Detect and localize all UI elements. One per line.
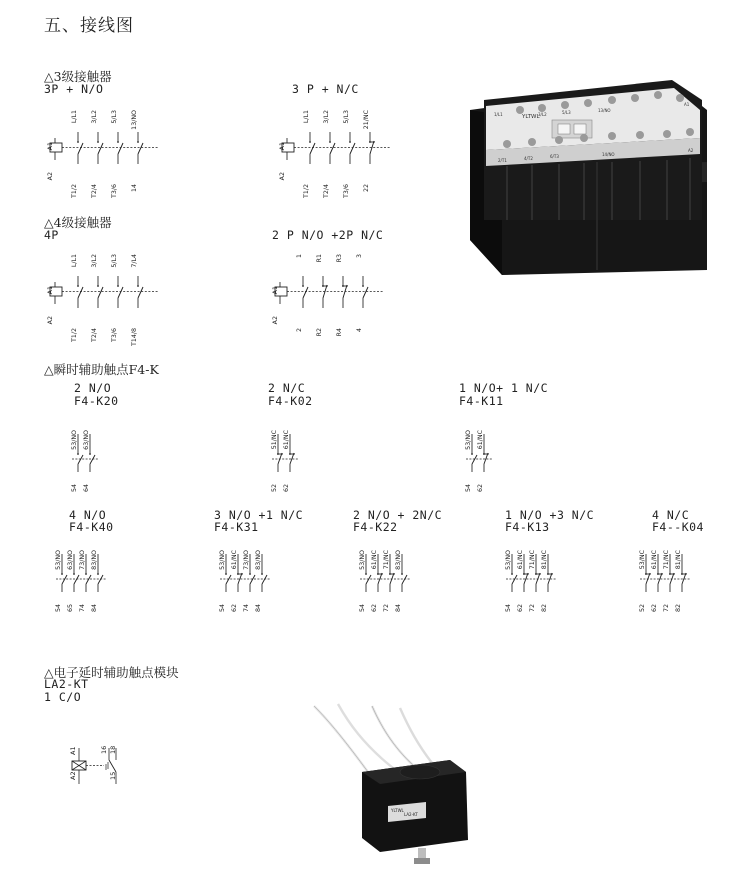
terminal-label-bottom: 54	[219, 604, 226, 613]
terminal-label-bottom: T2/4	[91, 328, 98, 342]
terminal-label-bottom: 84	[255, 604, 262, 613]
terminal-label-top: 83/NO	[91, 550, 98, 570]
terminal-label-top: 63/NO	[83, 430, 90, 450]
terminal-label-top: 5/L3	[111, 110, 118, 124]
terminal-label-bottom: 62	[231, 604, 238, 613]
contactor-photo	[462, 70, 712, 280]
terminal-label-top: 83/NO	[395, 550, 402, 570]
module-wires	[314, 704, 436, 772]
terminal-label-bottom: 4	[356, 328, 363, 333]
aux-model: F4-K02	[268, 394, 313, 408]
terminal-label-top: R3	[336, 254, 343, 263]
diagram-3p-nc	[272, 108, 392, 198]
section-aux-title: △瞬时辅助触点F4-K	[44, 362, 159, 377]
terminal-label-top: 3	[356, 254, 363, 259]
terminal-label-bottom: 62	[283, 484, 290, 493]
module-brand: YLTWL	[391, 808, 404, 813]
terminal-label-top: 71/NC	[383, 550, 390, 570]
terminal-label-bottom: T1/2	[71, 184, 78, 198]
timer-config: 1 C/O	[44, 690, 82, 704]
no-contact	[512, 575, 517, 584]
terminal-label-bottom: 22	[363, 184, 370, 193]
terminal-label-bottom: 84	[91, 604, 98, 613]
terminal-label-bottom: 72	[529, 604, 536, 613]
aux-model: F4-K40	[69, 520, 114, 534]
terminal-label-bottom: 62	[371, 604, 378, 613]
aux-model: F4-K13	[505, 520, 550, 534]
terminal-label-bottom: 62	[651, 604, 658, 613]
terminal-label-top: 81/NC	[675, 550, 682, 570]
terminal-label-top: 63/NO	[67, 550, 74, 570]
terminal-label-top: 53/NO	[359, 550, 366, 570]
config-3p-nc: 3 P + N/C	[292, 82, 359, 96]
terminal-label-bottom: T2/4	[323, 184, 330, 198]
aux-config: 4 N/O	[69, 508, 107, 522]
no-contact	[78, 143, 83, 154]
terminal-label-bottom: 64	[83, 484, 90, 493]
terminal-label-top: 71/NC	[529, 550, 536, 570]
terminal-label-bottom: 52	[271, 484, 278, 493]
diagram-2no-2nc	[265, 252, 385, 337]
terminal-label-bottom: 54	[505, 604, 512, 613]
terminal-label-bottom: 54	[71, 484, 78, 493]
no-contact	[310, 143, 315, 154]
terminal-label-top: 5/L3	[343, 110, 350, 124]
terminal-label-top: 61/NC	[283, 430, 290, 450]
aux-config: 2 N/O	[74, 381, 112, 395]
terminal-label-bottom: T3/6	[343, 184, 350, 198]
terminal-label-top: 1	[296, 254, 303, 259]
no-contact	[98, 575, 103, 584]
no-contact	[350, 143, 355, 154]
no-contact	[78, 455, 83, 464]
no-contact	[78, 287, 83, 298]
label-a2: A2	[69, 771, 77, 780]
coil-label-a1: A1	[47, 142, 54, 151]
svg-text:1/L1: 1/L1	[494, 112, 503, 117]
svg-text:5/L3: 5/L3	[562, 110, 571, 115]
diagram-f4-k04	[636, 548, 716, 613]
terminal-label-top: 61/NC	[371, 550, 378, 570]
config-3p-no: 3P + N/O	[44, 82, 104, 96]
coil-label-a2: A2	[47, 172, 54, 181]
svg-text:3/L2: 3/L2	[538, 112, 547, 117]
aux-model: F4-K11	[459, 394, 504, 408]
terminal-label-bottom: 84	[395, 604, 402, 613]
diagram-f4-k22	[356, 548, 436, 613]
no-contact	[74, 575, 79, 584]
no-contact	[330, 143, 335, 154]
config-4p: 4P	[44, 228, 59, 242]
terminal-label-bottom: 82	[675, 604, 682, 613]
label-18: 18	[109, 745, 117, 754]
terminal-label-bottom: 54	[465, 484, 472, 493]
diagram-f4-k02	[268, 428, 318, 493]
aux-model: F4-K31	[214, 520, 259, 534]
aux-model: F4-K22	[353, 520, 398, 534]
no-contact	[62, 575, 67, 584]
terminal-label-bottom: 74	[243, 604, 250, 613]
terminal-label-top: L/L1	[71, 254, 78, 268]
terminal-label-top: 53/NO	[55, 550, 62, 570]
terminal-label-top: 3/L2	[91, 110, 98, 124]
diagram-f4-k13	[502, 548, 582, 613]
brand-label: YLTWL	[522, 114, 540, 120]
terminal-label-top: 3/L2	[323, 110, 330, 124]
terminal-label-bottom: 74	[79, 604, 86, 613]
coil-label-a2: A2	[47, 316, 54, 325]
terminal-label-top: 73/NO	[243, 550, 250, 570]
timer-model: LA2-KT	[44, 677, 89, 691]
terminal-label-top: 53/NO	[219, 550, 226, 570]
terminal-label-bottom: T1/2	[303, 184, 310, 198]
terminal-label-bottom: T3/6	[111, 328, 118, 342]
no-contact	[226, 575, 231, 584]
aux-config: 1 N/O +3 N/C	[505, 508, 595, 522]
no-contact	[303, 287, 308, 298]
terminal-label-top: 7/L4	[131, 254, 138, 268]
terminal-label-top: 53/NO	[465, 430, 472, 450]
terminal-label-top: 61/NC	[517, 550, 524, 570]
terminal-label-top: 53/NO	[71, 430, 78, 450]
config-2no-2nc: 2 P N/O +2P N/C	[272, 228, 384, 242]
coil-label-a2: A2	[272, 316, 279, 325]
no-contact	[90, 455, 95, 464]
terminal-label-top: 73/NO	[79, 550, 86, 570]
terminal-label-bottom: 2	[296, 328, 303, 333]
terminal-label-top: 51/NC	[271, 430, 278, 450]
no-contact	[262, 575, 267, 584]
coil-label-a2: A2	[279, 172, 286, 181]
coil-label-a1: A1	[47, 286, 54, 295]
no-contact	[250, 575, 255, 584]
section-timer-title: △电子延时辅助触点模块	[44, 665, 179, 680]
aux-model: F4-K20	[74, 394, 119, 408]
no-contact	[472, 455, 477, 464]
terminal-label-top: 71/NC	[663, 550, 670, 570]
label-16: 16	[100, 745, 108, 754]
terminal-label-bottom: 65	[67, 604, 74, 613]
coil-label-a1: A1	[272, 286, 279, 295]
label-15: 15	[109, 771, 117, 780]
terminal-label-top: R1	[316, 254, 323, 263]
diagram-3p-no	[40, 108, 160, 198]
timer-module-photo	[308, 702, 478, 874]
no-contact	[118, 287, 123, 298]
terminal-label-top: 21/NC	[363, 110, 370, 130]
no-contact	[363, 287, 368, 298]
terminal-label-bottom: T2/4	[91, 184, 98, 198]
svg-text:13/NO: 13/NO	[598, 108, 611, 113]
terminal-label-bottom: T3/6	[111, 184, 118, 198]
terminal-label-top: 81/NC	[541, 550, 548, 570]
module-label: LA2-KT	[404, 812, 418, 817]
terminal-label-bottom: 72	[663, 604, 670, 613]
diagram-la2-kt	[64, 742, 134, 792]
aux-config: 4 N/C	[652, 508, 690, 522]
terminal-label-top: 61/NC	[477, 430, 484, 450]
diagram-f4-k31	[216, 548, 296, 613]
terminal-label-bottom: 54	[55, 604, 62, 613]
label-a1: A1	[69, 746, 77, 755]
terminal-label-top: 53/NO	[505, 550, 512, 570]
no-contact	[138, 143, 143, 154]
terminal-label-top: 5/L3	[111, 254, 118, 268]
terminal-label-bottom: R4	[336, 328, 343, 337]
terminal-label-bottom: 72	[383, 604, 390, 613]
terminal-label-bottom: 82	[541, 604, 548, 613]
terminal-label-top: 3/L2	[91, 254, 98, 268]
diagram-f4-k11	[462, 428, 512, 493]
terminal-label-bottom: 54	[359, 604, 366, 613]
aux-config: 1 N/O+ 1 N/C	[459, 381, 549, 395]
terminal-label-bottom: 62	[517, 604, 524, 613]
terminal-label-top: 53/NC	[639, 550, 646, 570]
terminal-label-bottom: T1/2	[71, 328, 78, 342]
aux-config: 2 N/C	[268, 381, 306, 395]
svg-text:A2: A2	[688, 148, 694, 153]
coil-label-a1: A1	[279, 142, 286, 151]
section-3pole-title: △3级接触器	[44, 69, 112, 84]
aux-model: F4--K04	[652, 520, 704, 534]
diagram-f4-k20	[68, 428, 118, 493]
diagram-f4-k40	[52, 548, 132, 613]
terminal-label-top: L/L1	[71, 110, 78, 124]
no-contact	[138, 287, 143, 298]
svg-text:A1: A1	[684, 102, 690, 107]
terminal-label-top: 13/NO	[131, 110, 138, 130]
aux-config: 2 N/O + 2N/C	[353, 508, 443, 522]
aux-config: 3 N/O +1 N/C	[214, 508, 304, 522]
terminal-label-top: 61/NC	[231, 550, 238, 570]
terminal-label-top: 61/NC	[651, 550, 658, 570]
section-4pole-title: △4级接触器	[44, 215, 112, 230]
page-heading: 五、接线图	[44, 16, 134, 36]
terminal-label-bottom: 14	[131, 184, 138, 193]
no-contact	[86, 575, 91, 584]
no-contact	[98, 287, 103, 298]
svg-text:4/T2: 4/T2	[524, 156, 533, 161]
svg-text:6/T3: 6/T3	[550, 154, 559, 159]
no-contact	[366, 575, 371, 584]
terminal-label-bottom: R2	[316, 328, 323, 337]
no-contact	[118, 143, 123, 154]
terminal-label-top: 83/NO	[255, 550, 262, 570]
terminal-label-top: L/L1	[303, 110, 310, 124]
no-contact	[98, 143, 103, 154]
terminal-label-bottom: 52	[639, 604, 646, 613]
no-contact	[402, 575, 407, 584]
terminal-label-bottom: T14/8	[131, 328, 138, 346]
svg-text:2/T1: 2/T1	[498, 158, 507, 163]
diagram-4p	[40, 252, 160, 346]
terminal-label-bottom: 62	[477, 484, 484, 493]
svg-text:14/NO: 14/NO	[602, 152, 615, 157]
